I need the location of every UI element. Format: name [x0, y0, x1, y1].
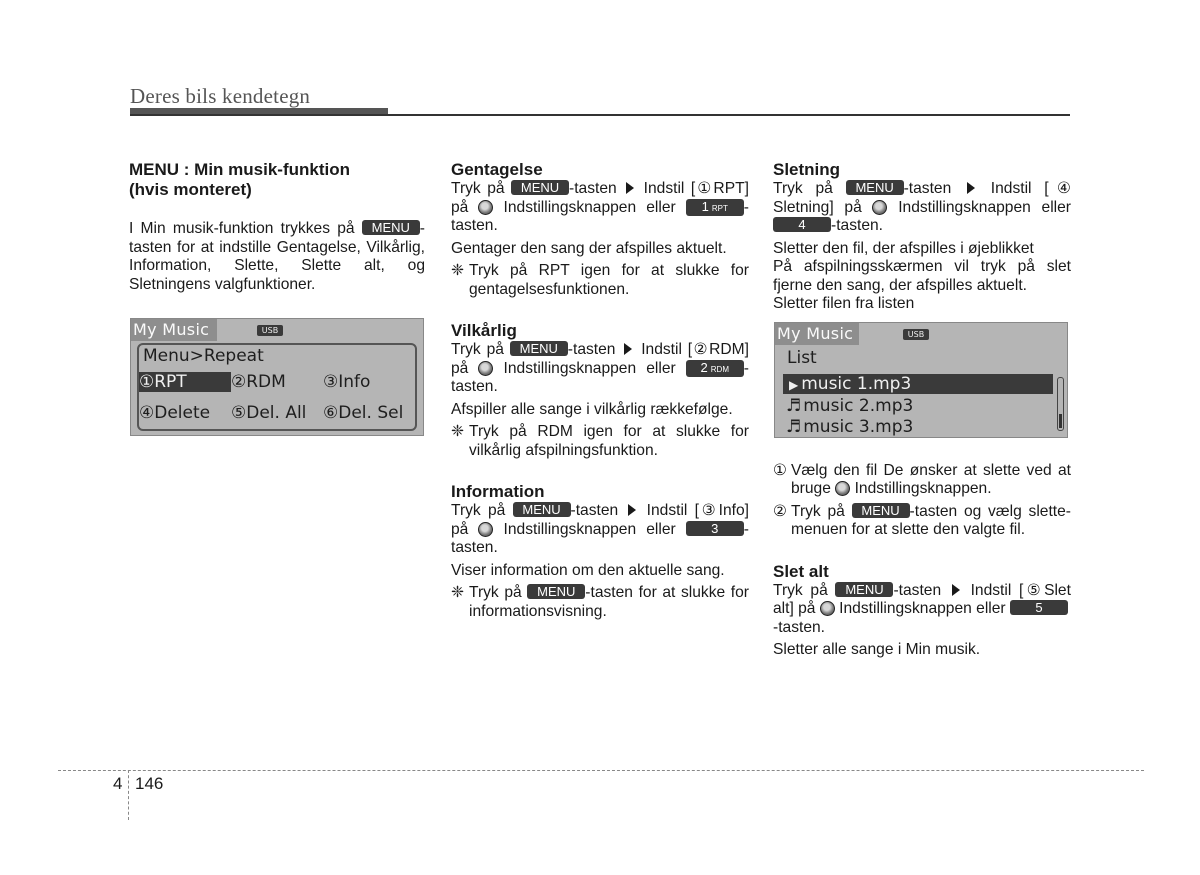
menu-key: MENU — [513, 502, 571, 517]
information-instructions: Tryk på MENU -tasten Indstil [③Info] på Indstillingsknappen eller 3 - tasten. — [451, 502, 749, 556]
page-number: 146 — [135, 774, 164, 793]
page-header-title: Deres bils kendetegn — [130, 84, 311, 108]
chapter-number: 4 — [113, 774, 123, 793]
list-title: List — [787, 348, 817, 368]
list-item: ♬ music 3.mp3 — [786, 417, 914, 437]
slet-alt-description: Sletter alle sange i Min musik. — [773, 641, 981, 658]
arrow-right-icon — [624, 343, 632, 355]
usb-icon: USB — [903, 329, 929, 340]
footer-divider — [128, 770, 129, 820]
column-1 — [129, 160, 425, 294]
knob-icon — [478, 361, 493, 376]
key-4: 4 — [773, 217, 831, 232]
column-2 — [451, 160, 749, 621]
footer-rule — [58, 770, 1144, 771]
display-title: My Music — [777, 324, 854, 343]
display-screen-list — [774, 322, 1068, 438]
information-description: Viser information om den aktuelle sang. — [451, 561, 725, 579]
menu-option-del-all: ⑤Del. All — [231, 403, 307, 423]
list-item: ▶ music 1.mp3 — [783, 374, 1053, 394]
section-heading-slet-alt: Slet alt — [773, 561, 829, 581]
section-heading-min-musik: MENU : Min musik-funktion (hvis monteret) — [129, 160, 350, 199]
menu-option-del-sel: ⑥Del. Sel — [323, 403, 404, 423]
music-note-icon: ♬ — [786, 417, 802, 437]
section-heading-vilkarlig: Vilkårlig — [451, 321, 517, 340]
section-heading-sletning: Sletning — [773, 160, 841, 179]
vilkarlig-description: Afspiller alle sange i vilkårlig rækkefølge. — [451, 400, 733, 418]
menu-option-rpt: ①RPT — [139, 372, 231, 392]
sletning-description-2: På afspilningsskærmen vil tryk på slet fjerne den sang, der afspilles aktuelt. — [773, 258, 1071, 294]
header-rule — [130, 114, 1070, 116]
display-title: My Music — [133, 320, 210, 339]
menu-key: MENU — [510, 341, 568, 356]
gentagelse-instructions: Tryk på MENU -tasten Indstil [①RPT] på Indstillingsknappen eller 1 RPT - tasten. — [451, 180, 749, 234]
knob-icon — [478, 522, 493, 537]
vilkarlig-instructions: Tryk på MENU -tasten Indstil [②RDM] på Indstillingsknappen eller 2 RDM - tasten. — [451, 341, 749, 395]
arrow-right-icon — [628, 504, 636, 516]
menu-option-info: ③Info — [323, 372, 371, 392]
menu-key: MENU — [362, 220, 420, 235]
menu-key: MENU — [846, 180, 904, 195]
arrow-right-icon — [952, 584, 960, 596]
arrow-right-icon: ▶ — [789, 378, 799, 392]
sletning-instructions: Tryk på MENU -tasten Indstil [④ Sletning] på Indstillingsknappen eller 4 -tasten. — [773, 180, 1071, 234]
knob-icon — [478, 200, 493, 215]
menu-key: MENU — [835, 582, 893, 597]
sletning-description-3: Sletter filen fra listen — [773, 295, 915, 312]
menu-path: Menu>Repeat — [143, 346, 264, 366]
scrollbar — [1057, 377, 1064, 431]
sletning-step-1: ① Vælg den fil De ønsker at slette ved at bruge Indstillingsknappen. — [773, 461, 1071, 497]
music-note-icon: ♬ — [786, 396, 802, 416]
sletning-description-1: Sletter den fil, der afspilles i øjeblikket — [773, 239, 1034, 257]
knob-icon — [820, 601, 835, 616]
display-screen-menu-repeat — [130, 318, 424, 436]
menu-option-rdm: ②RDM — [231, 372, 286, 392]
sletning-step-2: ② Tryk på MENU -tasten og vælg slette-menuen for at slette den valgte fil. — [773, 502, 1071, 538]
menu-option-delete: ④Delete — [139, 403, 211, 423]
list-item: ♬ music 2.mp3 — [786, 396, 914, 416]
key-5: 5 — [1010, 600, 1068, 615]
gentagelse-description: Gentager den sang der afspilles aktuelt. — [451, 239, 727, 257]
key-3: 3 — [686, 521, 744, 536]
menu-key: MENU — [511, 180, 569, 195]
arrow-right-icon — [626, 182, 634, 194]
key-1-rpt: 1 RPT — [686, 199, 744, 216]
intro-paragraph: I Min musik-funktion trykkes på MENU - tasten for at indstille Gentagelse, Vilkårlig, Information, Slette, Slette alt, og Sletningens valgfunktioner. — [129, 220, 425, 293]
knob-icon — [835, 481, 850, 496]
gentagelse-note: ❈ Tryk på RPT igen for at slukke for gentagelsesfunktionen. — [451, 262, 749, 298]
section-heading-information: Information — [451, 482, 545, 501]
slet-alt-instructions: Tryk på MENU -tasten Indstil [⑤Slet alt] på Indstillingsknappen eller 5 -tasten. — [773, 581, 1071, 636]
section-heading-gentagelse: Gentagelse — [451, 160, 543, 179]
vilkarlig-note: ❈ Tryk på RDM igen for at slukke for vilkårlig afspilningsfunktion. — [451, 423, 749, 459]
menu-key: MENU — [527, 584, 585, 599]
information-note: ❈ Tryk på MENU -tasten for at slukke for informationsvisning. — [451, 584, 749, 620]
knob-icon — [872, 200, 887, 215]
key-2-rdm: 2 RDM — [686, 360, 744, 377]
usb-icon: USB — [257, 325, 283, 336]
menu-key: MENU — [852, 503, 910, 518]
arrow-right-icon — [967, 182, 975, 194]
